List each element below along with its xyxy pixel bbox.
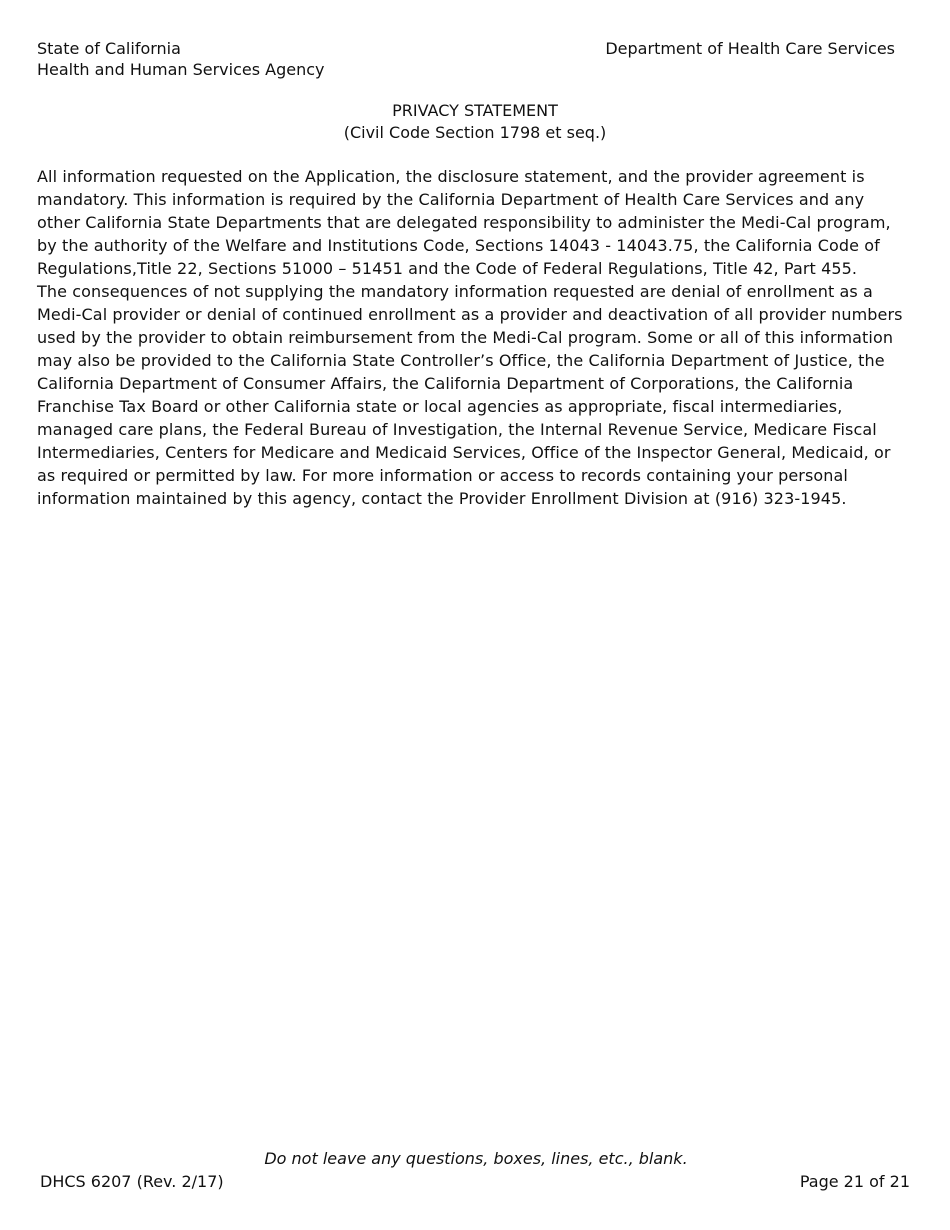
header-state: State of California xyxy=(37,39,181,58)
body-line: California Department of Consumer Affairs, the California Department of Corporations, the California xyxy=(37,374,854,393)
body-line: Franchise Tax Board or other California state or local agencies as appropriate, fiscal intermediaries, xyxy=(37,397,843,416)
body-line: The consequences of not supplying the mandatory information requested are denial of enrollment as a xyxy=(37,282,873,301)
body-line: managed care plans, the Federal Bureau of Investigation, the Internal Revenue Service, Medicare Fiscal xyxy=(37,420,877,439)
body-line: as required or permitted by law. For more information or access to records containing your personal xyxy=(37,466,848,485)
page-number: Page 21 of 21 xyxy=(799,1172,910,1191)
header-department: Department of Health Care Services xyxy=(605,39,895,58)
page-title: PRIVACY STATEMENT xyxy=(392,101,558,120)
body-line: information maintained by this agency, contact the Provider Enrollment Division at (916) 323-1945. xyxy=(37,489,847,508)
body-line: mandatory. This information is required by the California Department of Health Care Services and any xyxy=(37,190,865,209)
header-left xyxy=(37,38,325,80)
body-line: used by the provider to obtain reimbursement from the Medi-Cal program. Some or all of this information xyxy=(37,328,894,347)
body-line: Medi-Cal provider or denial of continued enrollment as a provider and deactivation of all provider numbers xyxy=(37,305,903,324)
body-line: All information requested on the Application, the disclosure statement, and the provider agreement is xyxy=(37,167,865,186)
body-line: Intermediaries, Centers for Medicare and Medicaid Services, Office of the Inspector General, Medicaid, or xyxy=(37,443,891,462)
header-agency: Health and Human Services Agency xyxy=(37,60,325,79)
body-line: Regulations,Title 22, Sections 51000 – 51451 and the Code of Federal Regulations, Title 42, Part 455. xyxy=(37,259,858,278)
body-line: may also be provided to the California State Controller’s Office, the California Department of Justice, the xyxy=(37,351,885,370)
page-subtitle: (Civil Code Section 1798 et seq.) xyxy=(343,123,607,142)
privacy-statement-body xyxy=(37,165,927,510)
form-id: DHCS 6207 (Rev. 2/17) xyxy=(40,1172,224,1191)
body-line: other California State Departments that are delegated responsibility to administer the Medi-Cal program, xyxy=(37,213,891,232)
footer-notice: Do not leave any questions, boxes, lines, etc., blank. xyxy=(264,1149,688,1168)
body-line: by the authority of the Welfare and Institutions Code, Sections 14043 - 14043.75, the California Code of xyxy=(37,236,880,255)
